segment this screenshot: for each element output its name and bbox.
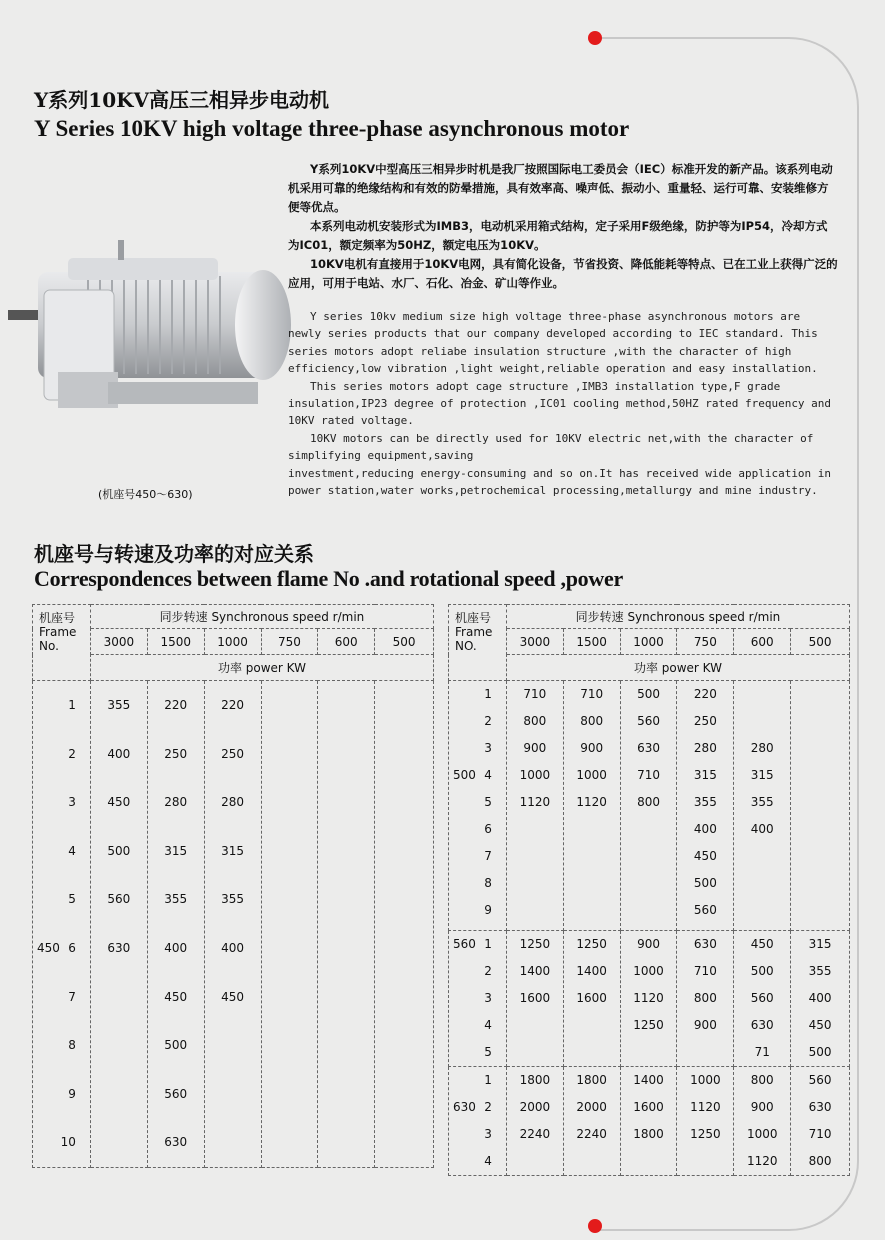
page-title-cn: Y系列10KV高压三相异步电动机: [34, 88, 330, 112]
power-value: 250: [164, 746, 188, 761]
power-value: 630: [637, 741, 660, 755]
power-value: 450: [750, 937, 774, 951]
power-column: [734, 1067, 791, 1176]
power-value: 220: [221, 698, 245, 712]
red-dot-bottom: [588, 1219, 602, 1233]
power-value: 1000: [576, 768, 607, 782]
frame-header: [449, 605, 507, 681]
frame-column: [449, 931, 507, 1067]
power-value: 400: [164, 940, 188, 955]
power-value: [91, 1070, 147, 1119]
power-value: [791, 681, 849, 708]
frame-group-label: 630: [453, 1100, 476, 1114]
power-value: 500: [164, 1038, 188, 1053]
power-value: 560: [164, 1086, 188, 1101]
power-value: 315: [750, 768, 774, 782]
power-value: [621, 843, 677, 870]
power-value: 1120: [690, 1100, 721, 1114]
power-value: [375, 973, 433, 1022]
power-value: 355: [221, 892, 245, 907]
frame-number: 5: [484, 1045, 492, 1059]
power-value: [791, 735, 849, 762]
power-value: [318, 778, 374, 827]
power-value: [262, 681, 318, 730]
power-value: 1120: [746, 1154, 778, 1168]
power-value: [375, 681, 433, 730]
power-value: 630: [750, 1018, 774, 1032]
power-column: [620, 1067, 677, 1176]
power-value: [262, 1070, 318, 1119]
speed-header: 3000: [506, 629, 563, 655]
frame-number: 9: [484, 903, 492, 917]
power-value: 1250: [576, 937, 607, 951]
speed-header: 1500: [563, 629, 620, 655]
power-value: 500: [750, 964, 774, 978]
power-column: [734, 681, 791, 931]
power-value: 1250: [690, 1127, 721, 1141]
frame-number: 1: [484, 937, 492, 951]
frame-header: [33, 605, 91, 681]
power-value: [262, 1118, 318, 1167]
frame-number: 4: [68, 843, 76, 858]
desc-cn-p1: Y系列10KV中型高压三相异步时机是我厂按照国际电工委员会（IEC）标准开发的新产品。该系列电动机采用可靠的绝缘结构和有效的防晕措施，具有效率高、噪声低、振动小、重量轻、运行可靠、安装维修方便等优点。: [288, 162, 833, 214]
power-value: 400: [750, 822, 774, 836]
power-value: [564, 816, 620, 843]
power-value: [791, 816, 849, 843]
power-value: 710: [693, 964, 717, 978]
power-value: 2240: [519, 1127, 551, 1141]
frame-number: 7: [484, 849, 492, 863]
power-value: [91, 1021, 147, 1070]
power-value: 355: [693, 795, 717, 809]
desc-en-p1: Y series 10kv medium size high voltage three-phase asynchronous motors are newly series products that our company developed according to IEC standard. This series motors adopt reliabe insulation structure ,with the character of high efficiency,low vibration ,light weight,reliable operation and easy installation.: [288, 310, 818, 376]
power-value: [564, 843, 620, 870]
power-value: [262, 875, 318, 924]
speed-header: 1500: [147, 629, 204, 655]
frame-number: 10: [60, 1135, 76, 1150]
power-value: [621, 1148, 677, 1175]
power-value: 1000: [746, 1127, 778, 1141]
power-value: 710: [580, 687, 604, 701]
power-value: [262, 924, 318, 973]
power-value: [734, 681, 790, 708]
power-value: [564, 1148, 620, 1175]
power-value: 355: [750, 795, 774, 809]
power-header: 功率 power KW: [506, 655, 849, 681]
power-value: 500: [637, 687, 660, 701]
frame-number: 5: [484, 795, 492, 809]
red-dot-top: [588, 31, 602, 45]
power-value: [318, 827, 374, 876]
power-value: [507, 1148, 563, 1175]
power-value: [791, 843, 849, 870]
power-value: 800: [580, 714, 604, 728]
section-title-en: Correspondences between flame No .and rotational speed ,power: [34, 566, 623, 591]
power-value: 630: [808, 1100, 832, 1114]
power-value: [734, 843, 790, 870]
frame-number: 4: [484, 1018, 492, 1032]
power-value: [564, 1012, 620, 1039]
power-value: 900: [750, 1100, 774, 1114]
section-title-cn: 机座号与转速及功率的对应关系: [34, 542, 314, 566]
power-value: 1120: [633, 991, 664, 1005]
power-value: [91, 1118, 147, 1167]
frame-number: 6: [68, 940, 76, 955]
frame-column: [449, 1067, 507, 1176]
power-value: [375, 1021, 433, 1070]
power-value: [564, 897, 620, 924]
power-value: 1400: [519, 964, 551, 978]
desc-cn-p2: 本系列电动机安装形式为IMB3，电动机采用箱式结构，定子采用F级绝缘，防护等为IP54，冷却方式为IC01，额定频率为50HZ，额定电压为10KV。: [288, 219, 828, 252]
power-value: 280: [750, 741, 774, 755]
power-value: 1800: [633, 1127, 664, 1141]
power-column: [677, 681, 734, 931]
speed-header: 600: [734, 629, 791, 655]
power-value: 710: [637, 768, 660, 782]
power-value: 400: [107, 746, 131, 761]
power-value: [91, 973, 147, 1022]
frame-number: 2: [68, 746, 76, 761]
power-value: 280: [693, 741, 717, 755]
power-value: 1000: [519, 768, 551, 782]
frame-header-cn: 机座号: [455, 611, 492, 625]
power-column: [147, 681, 204, 1168]
power-value: [734, 870, 790, 897]
power-value: [375, 827, 433, 876]
power-value: 710: [808, 1127, 832, 1141]
table-right: [448, 604, 850, 1176]
desc-en-p3: 10KV motors can be directly used for 10KV electric net,with the character of simplifying equipment,saving: [288, 431, 814, 463]
power-value: 1250: [633, 1018, 664, 1032]
speed-header: 600: [318, 629, 375, 655]
frame-header-en: Frame No.: [39, 625, 77, 653]
power-column: [791, 1067, 850, 1176]
power-value: [262, 730, 318, 779]
power-column: [734, 931, 791, 1067]
power-value: 710: [523, 687, 547, 701]
power-value: [375, 875, 433, 924]
desc-en-p4: investment,reducing energy-consuming and so on.It has received wide application in power station,water works,petrochemical processing,metallurgy and mine industry.: [288, 466, 832, 498]
frame-number: 3: [484, 1127, 492, 1141]
power-value: 900: [637, 937, 660, 951]
power-value: 315: [808, 937, 832, 951]
power-value: [507, 816, 563, 843]
power-column: [563, 681, 620, 931]
power-value: [262, 973, 318, 1022]
power-column: [506, 1067, 563, 1176]
power-value: 220: [693, 687, 717, 701]
power-column: [791, 931, 850, 1067]
power-value: [205, 1021, 261, 1070]
power-value: [318, 875, 374, 924]
power-column: [506, 931, 563, 1067]
sync-speed-header: 同步转速 Synchronous speed r/min: [90, 605, 433, 629]
power-value: [375, 730, 433, 779]
power-value: [791, 897, 849, 924]
frame-group-label: 450: [37, 941, 60, 955]
power-value: 630: [164, 1135, 188, 1150]
power-value: [564, 870, 620, 897]
power-value: 630: [693, 937, 717, 951]
power-value: 800: [750, 1073, 774, 1087]
power-value: [262, 778, 318, 827]
power-value: [791, 789, 849, 816]
power-column: [563, 931, 620, 1067]
power-value: [205, 1070, 261, 1119]
frame-number: 1: [68, 698, 76, 712]
power-column: [563, 1067, 620, 1176]
power-value: 1400: [576, 964, 607, 978]
power-value: [318, 730, 374, 779]
power-value: [318, 973, 374, 1022]
power-value: [621, 897, 677, 924]
speed-header: 500: [375, 629, 434, 655]
power-value: 315: [164, 843, 188, 858]
frame-number: 4: [484, 1154, 492, 1168]
sync-speed-header: 同步转速 Synchronous speed r/min: [506, 605, 849, 629]
power-value: 355: [164, 892, 188, 907]
description-en: [288, 308, 838, 499]
power-value: [621, 1039, 677, 1066]
power-value: 450: [107, 795, 131, 810]
power-value: [318, 681, 374, 730]
power-header: 功率 power KW: [90, 655, 433, 681]
power-value: [507, 1039, 563, 1066]
power-value: [791, 708, 849, 735]
frame-number: 6: [484, 822, 492, 836]
speed-header: 750: [677, 629, 734, 655]
frame-group-label: 500: [453, 768, 476, 782]
power-value: [507, 897, 563, 924]
power-value: 280: [221, 795, 245, 810]
power-value: 450: [693, 849, 717, 863]
power-value: 250: [221, 746, 245, 761]
frame-number: 9: [68, 1086, 76, 1101]
frame-number: 8: [484, 876, 492, 890]
power-column: [318, 681, 375, 1168]
power-value: 400: [221, 940, 245, 955]
speed-header: 1000: [620, 629, 677, 655]
power-value: 315: [693, 768, 717, 782]
frame-column: [449, 681, 507, 931]
power-value: [205, 1118, 261, 1167]
speed-header: 750: [261, 629, 318, 655]
power-value: 450: [808, 1018, 832, 1032]
power-column: [620, 931, 677, 1067]
power-value: [677, 1148, 733, 1175]
motor-image: [8, 232, 293, 412]
power-value: 450: [221, 989, 245, 1004]
power-value: [564, 1039, 620, 1066]
power-value: [375, 1118, 433, 1167]
power-value: 1800: [519, 1073, 551, 1087]
power-value: 1600: [576, 991, 607, 1005]
power-value: [375, 778, 433, 827]
power-value: [507, 843, 563, 870]
power-value: 560: [808, 1073, 832, 1087]
speed-header: 3000: [90, 629, 147, 655]
power-value: [734, 708, 790, 735]
power-value: 220: [164, 698, 188, 712]
power-value: [318, 1021, 374, 1070]
power-value: 630: [107, 940, 131, 955]
power-value: 315: [221, 843, 245, 858]
power-value: 400: [808, 991, 832, 1005]
image-caption: (机座号450～630): [98, 488, 193, 501]
frame-number: 2: [484, 714, 492, 728]
frame-number: 7: [68, 989, 76, 1004]
power-column: [261, 681, 318, 1168]
power-value: 1600: [633, 1100, 664, 1114]
frame-number: 1: [484, 1073, 492, 1087]
frame-number: 3: [484, 991, 492, 1005]
power-value: [318, 1118, 374, 1167]
power-value: 800: [808, 1154, 832, 1168]
power-value: [375, 1070, 433, 1119]
speed-header: 1000: [204, 629, 261, 655]
power-column: [90, 681, 147, 1168]
power-value: 250: [693, 714, 717, 728]
power-value: 800: [637, 795, 660, 809]
power-value: 800: [693, 991, 717, 1005]
power-value: 1000: [633, 964, 664, 978]
power-value: [677, 1039, 733, 1066]
power-value: 560: [750, 991, 774, 1005]
frame-number: 2: [484, 964, 492, 978]
description-cn: [288, 160, 838, 293]
power-value: [262, 1021, 318, 1070]
power-value: [375, 924, 433, 973]
frame-number: 3: [484, 741, 492, 755]
power-value: 500: [693, 876, 717, 890]
power-column: [791, 681, 850, 931]
frame-header-cn: 机座号: [39, 611, 76, 625]
frame-number: 4: [484, 768, 492, 782]
power-value: 2240: [576, 1127, 607, 1141]
power-value: 355: [808, 964, 832, 978]
power-value: 1000: [690, 1073, 721, 1087]
power-value: [734, 897, 790, 924]
power-value: 1120: [519, 795, 551, 809]
desc-cn-p3: 10KV电机有直接用于10KV电网，具有简化设备，节省投资、降低能耗等特点、已在工业上获得广泛的应用，可用于电站、水厂、石化、冶金、矿山等作业。: [288, 257, 838, 290]
power-column: [506, 681, 563, 931]
power-value: 280: [164, 795, 188, 810]
power-column: [375, 681, 434, 1168]
power-value: [621, 816, 677, 843]
power-column: [677, 931, 734, 1067]
power-column: [204, 681, 261, 1168]
power-value: 1250: [519, 937, 551, 951]
frame-header-en: Frame NO.: [455, 625, 493, 653]
power-value: 355: [107, 698, 131, 712]
power-value: 560: [693, 903, 717, 917]
power-value: [791, 870, 849, 897]
power-value: 450: [164, 989, 188, 1004]
desc-en-p2: This series motors adopt cage structure ,IMB3 installation type,F grade insulation,IP23 degree of protection ,IC01 cooling method,50HZ rated frequency and 10KV rated voltage.: [288, 379, 832, 428]
page-title-en: Y Series 10KV high voltage three-phase asynchronous motor: [34, 116, 630, 141]
power-value: 2000: [576, 1100, 607, 1114]
frame-group-label: 560: [453, 937, 476, 951]
power-value: 1120: [576, 795, 607, 809]
power-value: 800: [523, 714, 547, 728]
power-value: [791, 762, 849, 789]
power-column: [677, 1067, 734, 1176]
frame-number: 3: [68, 795, 76, 810]
power-value: 900: [580, 741, 604, 755]
table-left: [32, 604, 434, 1168]
power-value: 500: [808, 1045, 832, 1059]
power-value: 1400: [633, 1073, 664, 1087]
power-value: 400: [693, 822, 717, 836]
power-value: [621, 870, 677, 897]
power-value: 560: [637, 714, 660, 728]
speed-header: 500: [791, 629, 850, 655]
frame-number: 1: [484, 687, 492, 701]
frame-column: [33, 681, 91, 1168]
power-value: [318, 1070, 374, 1119]
power-value: [318, 924, 374, 973]
power-value: 900: [523, 741, 547, 755]
power-value: [507, 870, 563, 897]
power-column: [620, 681, 677, 931]
frame-number: 5: [68, 892, 76, 907]
power-value: [507, 1012, 563, 1039]
frame-number: 2: [484, 1100, 492, 1114]
power-value: 2000: [519, 1100, 551, 1114]
power-value: 1600: [519, 991, 551, 1005]
frame-number: 8: [68, 1038, 76, 1053]
power-value: 560: [107, 892, 131, 907]
power-value: [262, 827, 318, 876]
power-value: 900: [693, 1018, 717, 1032]
power-value: 1800: [576, 1073, 607, 1087]
power-value: 500: [107, 843, 131, 858]
power-value: 71: [754, 1045, 770, 1059]
